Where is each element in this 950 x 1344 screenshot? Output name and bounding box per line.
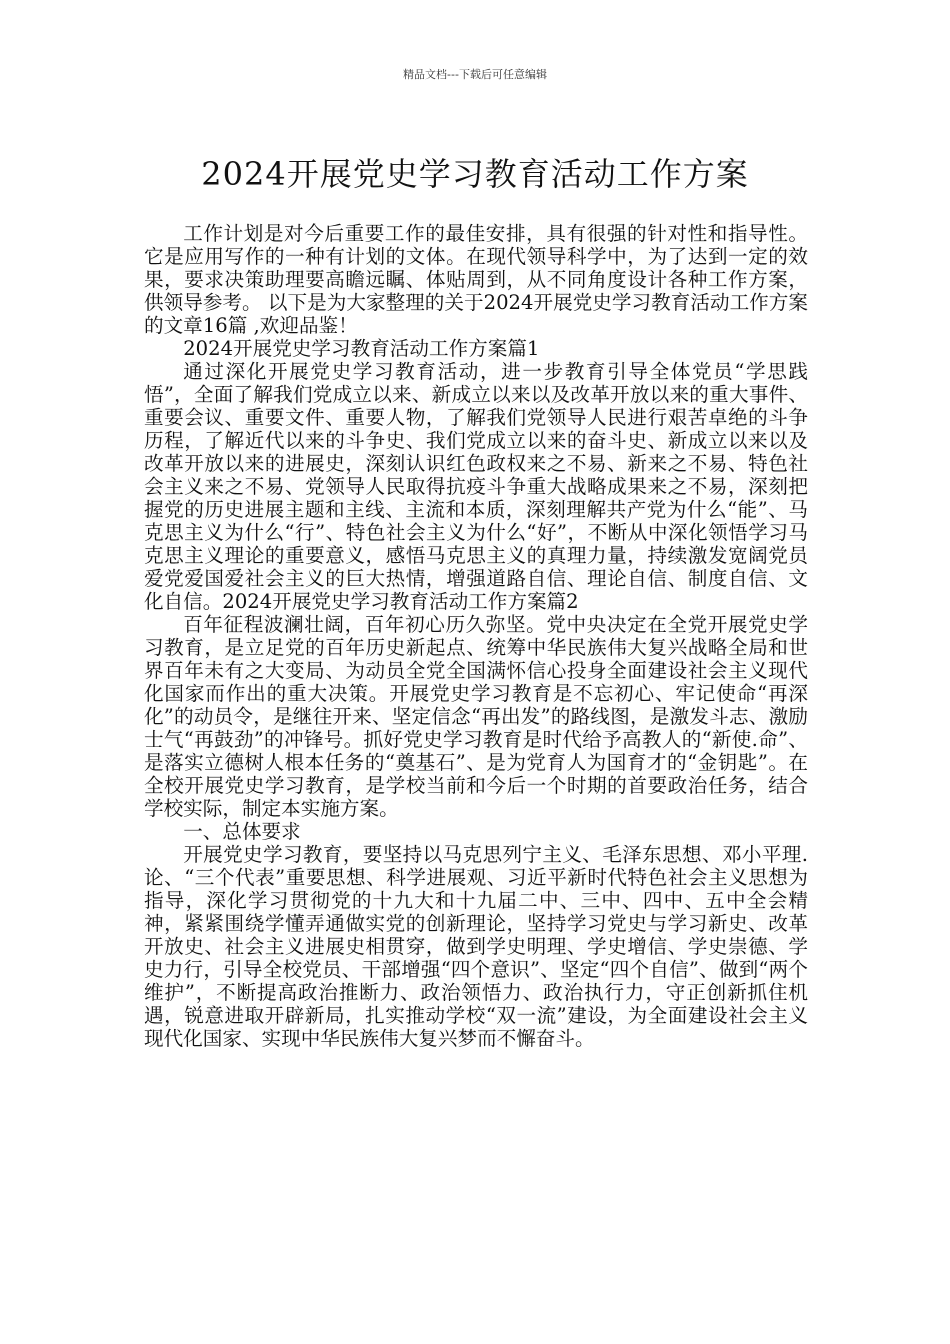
page-header-note: 精品文档---下载后可任意编辑 (403, 68, 547, 81)
body-paragraph: 通过深化开展党史学习教育活动，进一步教育引导全体党员“学思践悟”，全面了解我们党成立以来、新成立以来以及改革开放以来的重大事件、重要会议、重要文件、重要人物，了解我们党领导人民进行艰苦卓绝的斗争历程，了解近代以来的斗争史、我们党成立以来的奋斗史、新成立以来以及改革开放以来的进展史，深刻认识红色政权来之不易、新来之不易、特色社会主义来之不易、党领导人民取得抗疫斗争重大战略成果来之不易，深刻把握党的历史进展主题和主线、主流和本质，深刻理解共产党为什么“能”、马克思主义为什么“行”、特色社会主义为什么“好”，不断从中深化领悟学习马克思主义理论的重要意义，感悟马克思主义的真理力量，持续激发宽阔党员爱党爱国爱社会主义的巨大热情，增强道路自信、理论自信、制度自信、文化自信。2024开展党史学习教育活动工作方案篇2 (144, 360, 808, 613)
body-paragraph: 开展党史学习教育，要坚持以马克思列宁主义、毛泽东思想、邓小平理.论、“三个代表”重要思想、科学进展观、习近平新时代特色社会主义思想为指导，深化学习贯彻党的十九大和十九届二中、三中、四中、五中全会精神，紧紧围绕学懂弄通做实党的创新理论，坚持学习党史与学习新史、改革开放史、社会主义进展史相贯穿，做到学史明理、学史增信、学史崇德、学史力行，引导全校党员、干部增强“四个意识”、坚定“四个自信”、做到“两个维护”，不断提高政治推断力、政治领悟力、政治执行力，守正创新抓住机遇，锐意进取开辟新局，扎实推动学校“双一流”建设，为全面建设社会主义现代化国家、实现中华民族伟大复兴梦而不懈奋斗。 (144, 843, 808, 1050)
intro-paragraph: 工作计划是对今后重要工作的最佳安排，具有很强的针对性和指导性。它是应用写作的一种有计划的文体。在现代领导科学中，为了达到一定的效果，要求决策助理要高瞻远瞩、体贴周到，从不同角度设计各种工作方案，供领导参考。 以下是为大家整理的关于2024开展党史学习教育活动工作方案的文章16篇 ,欢迎品鉴！ (144, 222, 808, 337)
section-heading-part-1: 2024开展党史学习教育活动工作方案篇1 (183, 337, 540, 360)
document-body (144, 222, 808, 1050)
body-paragraph: 百年征程波澜壮阔，百年初心历久弥坚。党中央决定在全党开展党史学习教育，是立足党的百年历史新起点、统筹中华民族伟大复兴战略全局和世界百年未有之大变局、为动员全党全国满怀信心投身全面建设社会主义现代化国家而作出的重大决策。开展党史学习教育是不忘初心、牢记使命“再深化”的动员令，是继往开来、坚定信念“再出发”的路线图，是激发斗志、激励士气“再鼓劲”的冲锋号。抓好党史学习教育是时代给予高教人的“新使.命”、是落实立德树人根本任务的“奠基石”、是为党育人为国育才的“金钥匙”。在全校开展党史学习教育，是学校当前和今后一个时期的首要政治任务，结合学校实际，制定本实施方案。 (144, 613, 808, 820)
document-title: 2024开展党史学习教育活动工作方案 (201, 155, 749, 194)
section-heading-general-requirements: 一、总体要求 (183, 820, 301, 843)
